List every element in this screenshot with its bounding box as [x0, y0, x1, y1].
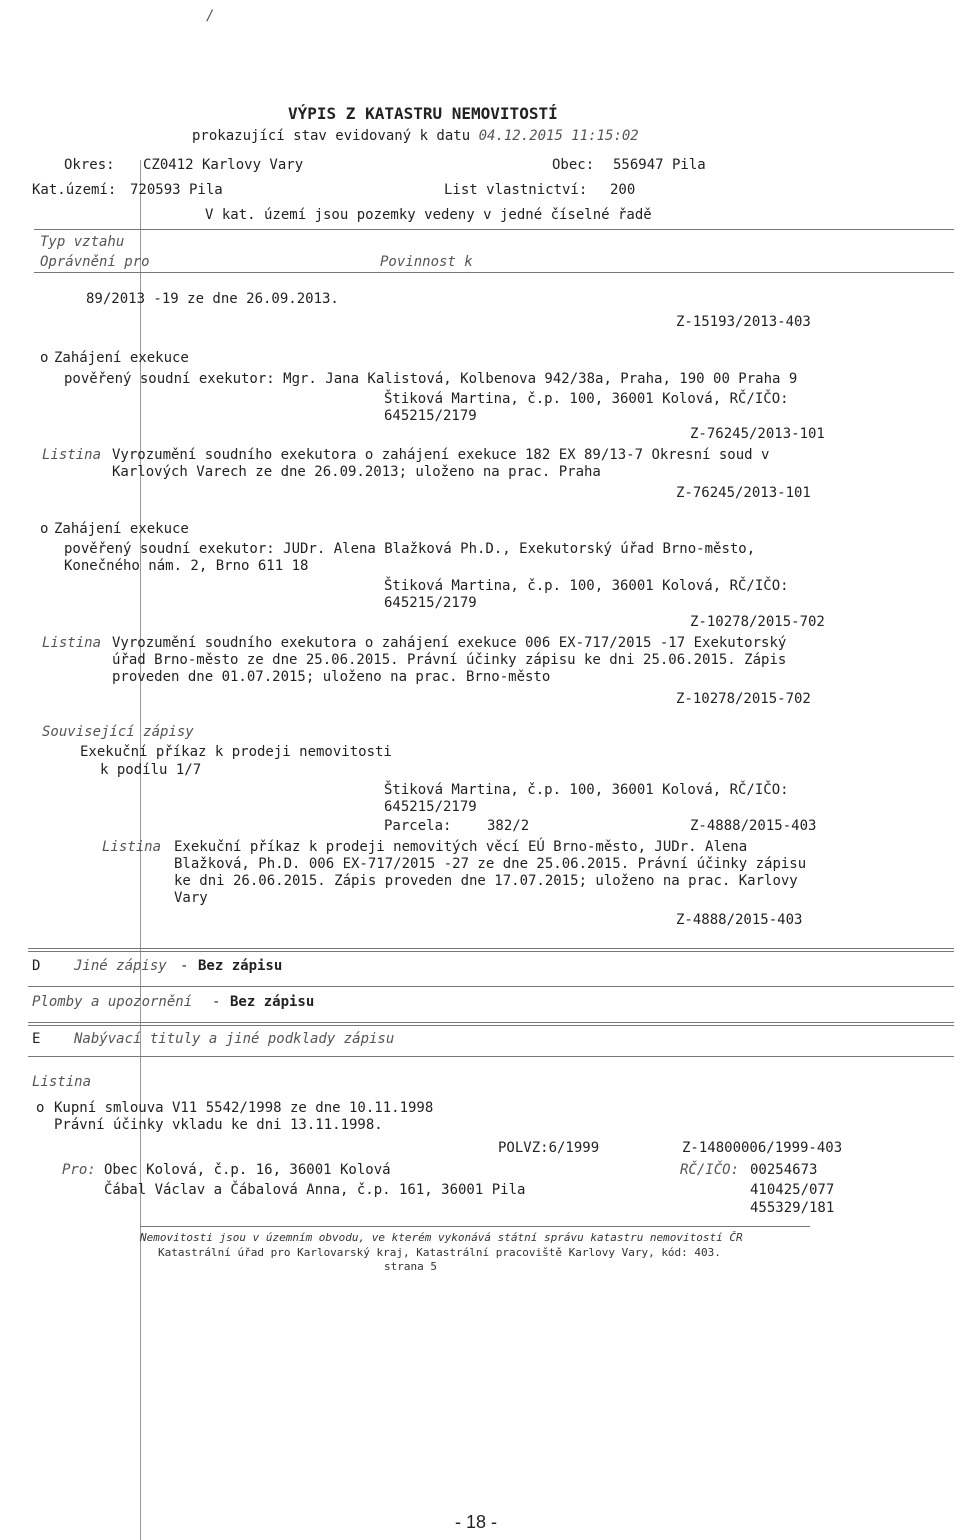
related-title-line1: Exekuční příkaz k prodeji nemovitosti — [80, 744, 392, 760]
related-title-line2: k podílu 1/7 — [100, 762, 202, 778]
footer-line3: strana 5 — [384, 1260, 437, 1273]
obec-value: 556947 Pila — [613, 157, 706, 173]
entry0-line: 89/2013 -19 ze dne 26.09.2013. — [86, 291, 339, 307]
plomby-dash: - — [212, 994, 221, 1010]
related-listina-label: Listina — [102, 839, 162, 855]
listina-e-pro-line2: Čábal Václav a Čábalová Anna, č.p. 161, 36001 Pila — [104, 1182, 526, 1198]
listina-e-rcico-value: 00254673 — [750, 1162, 818, 1178]
divider — [140, 1226, 810, 1227]
entry2-ref2: Z-10278/2015-702 — [676, 691, 811, 707]
divider — [28, 1056, 954, 1057]
entry1-ref1: Z-76245/2013-101 — [690, 426, 825, 442]
footer-line1: Nemovitosti jsou v územním obvodu, ve kterém vykonává státní správu katastru nemovitostí ČR — [140, 1231, 743, 1244]
page-title: VÝPIS Z KATASTRU NEMOVITOSTÍ — [288, 104, 558, 123]
divider — [28, 986, 954, 987]
entry1-person-line2: 645215/2179 — [384, 408, 477, 424]
entry2-line2: Konečného nám. 2, Brno 611 18 — [64, 558, 309, 574]
entry1-listina-line1: Vyrozumění soudního exekutora o zahájení exekuce 182 EX 89/13-7 Okresní soud v — [112, 447, 770, 463]
entry1-line1: pověřený soudní exekutor: Mgr. Jana Kalistová, Kolbenova 942/38a, Praha, 190 00 Praha 9 — [64, 371, 798, 387]
listina-e-rc2: 455329/181 — [750, 1200, 835, 1216]
footer-line2: Katastrální úřad pro Karlovarský kraj, Katastrální pracoviště Karlovy Vary, kód: 403. — [158, 1246, 721, 1259]
entry1-person-line1: Štiková Martina, č.p. 100, 36001 Kolová, RČ/IČO: — [384, 391, 789, 407]
entry2-listina-line3: proveden dne 01.07.2015; uloženo na prac. Brno-město — [112, 669, 551, 685]
section-d-letter: D — [32, 958, 41, 974]
subtitle-date: 04.12.2015 11:15:02 — [478, 128, 639, 144]
lv-label: List vlastnictví: — [444, 182, 588, 198]
related-person-line2: 645215/2179 — [384, 799, 477, 815]
entry2-person-line2: 645215/2179 — [384, 595, 477, 611]
entry2-person-line1: Štiková Martina, č.p. 100, 36001 Kolová, RČ/IČO: — [384, 578, 789, 594]
section-d-label: Jiné zápisy — [74, 958, 167, 974]
related-listina-line2: Blažková, Ph.D. 006 EX-717/2015 -27 ze dne 25.06.2015. Právní účinky zápisu — [174, 856, 807, 872]
divider — [28, 1025, 954, 1026]
header-note: V kat. území jsou pozemky vedeny v jedné číselné řadě — [205, 207, 652, 223]
listina-e-label: Listina — [32, 1074, 92, 1090]
katuzemi-label: Kat.území: — [32, 182, 117, 198]
entry2-title: Zahájení exekuce — [54, 521, 189, 537]
section-d-value: Bez zápisu — [198, 958, 283, 974]
section-d-dash: - — [180, 958, 189, 974]
stray-mark: / — [206, 8, 215, 24]
entry2-listina-line1: Vyrozumění soudního exekutora o zahájení exekuce 006 EX-717/2015 -17 Exekutorský — [112, 635, 787, 651]
related-label: Související zápisy — [42, 724, 194, 740]
related-listina-line3: ke dni 26.06.2015. Zápis proveden dne 17.07.2015; uloženo na prac. Karlovy — [174, 873, 798, 889]
entry2-ref1: Z-10278/2015-702 — [690, 614, 825, 630]
listina-e-bullet: o — [36, 1100, 45, 1116]
divider — [34, 229, 954, 230]
entry1-listina-label: Listina — [42, 447, 102, 463]
related-person-line1: Štiková Martina, č.p. 100, 36001 Kolová, RČ/IČO: — [384, 782, 789, 798]
okres-value: CZ0412 Karlovy Vary — [143, 157, 304, 173]
lv-value: 200 — [610, 182, 636, 198]
entry2-line1: pověřený soudní exekutor: JUDr. Alena Blažková Ph.D., Exekutorský úřad Brno-město, — [64, 541, 756, 557]
listina-e-polvz: POLVZ:6/1999 — [498, 1140, 600, 1156]
listina-e-ref: Z-14800006/1999-403 — [682, 1140, 843, 1156]
subtitle-label: prokazující stav evidovaný k datu — [192, 128, 471, 144]
entry1-bullet: o — [40, 350, 49, 366]
related-parcela-value: 382/2 — [487, 818, 530, 834]
entry2-listina-label: Listina — [42, 635, 102, 651]
listina-e-line1: Kupní smlouva V11 5542/1998 ze dne 10.11.1998 — [54, 1100, 434, 1116]
listina-e-line2: Právní účinky vkladu ke dni 13.11.1998. — [54, 1117, 383, 1133]
entry2-listina-line2: úřad Brno-město ze dne 25.06.2015. Právní účinky zápisu ke dni 25.06.2015. Zápis — [112, 652, 787, 668]
plomby-label: Plomby a upozornění — [32, 994, 193, 1010]
entry1-ref2: Z-76245/2013-101 — [676, 485, 811, 501]
listina-e-rcico-label: RČ/IČO: — [680, 1162, 740, 1178]
obec-label: Obec: — [552, 157, 595, 173]
entry1-listina-line2: Karlových Varech ze dne 26.09.2013; uloženo na prac. Praha — [112, 464, 601, 480]
divider — [34, 272, 954, 273]
section-e-label: Nabývací tituly a jiné podklady zápisu — [74, 1031, 395, 1047]
entry1-title: Zahájení exekuce — [54, 350, 189, 366]
col-povinnost-k: Povinnost k — [380, 254, 473, 270]
plomby-value: Bez zápisu — [230, 994, 315, 1010]
listina-e-pro-label: Pro: — [62, 1162, 96, 1178]
related-parcela-label: Parcela: — [384, 818, 452, 834]
okres-label: Okres: — [64, 157, 115, 173]
entry0-ref: Z-15193/2013-403 — [676, 314, 811, 330]
subtitle — [192, 128, 639, 144]
col-opravneni-pro: Oprávnění pro — [40, 254, 150, 270]
related-listina-line1: Exekuční příkaz k prodeji nemovitých věcí EÚ Brno-město, JUDr. Alena — [174, 839, 748, 855]
katuzemi-value: 720593 Pila — [130, 182, 223, 198]
related-ref2: Z-4888/2015-403 — [676, 912, 803, 928]
divider — [28, 951, 954, 952]
divider — [28, 948, 954, 949]
listina-e-rc1: 410425/077 — [750, 1182, 835, 1198]
related-listina-line4: Vary — [174, 890, 208, 906]
section-e-letter: E — [32, 1031, 41, 1047]
page-number: - 18 - — [455, 1512, 498, 1532]
related-ref1: Z-4888/2015-403 — [690, 818, 817, 834]
col-typ-vztahu: Typ vztahu — [40, 234, 125, 250]
entry2-bullet: o — [40, 521, 49, 537]
listina-e-pro-line1: Obec Kolová, č.p. 16, 36001 Kolová — [104, 1162, 391, 1178]
divider — [28, 1022, 954, 1023]
